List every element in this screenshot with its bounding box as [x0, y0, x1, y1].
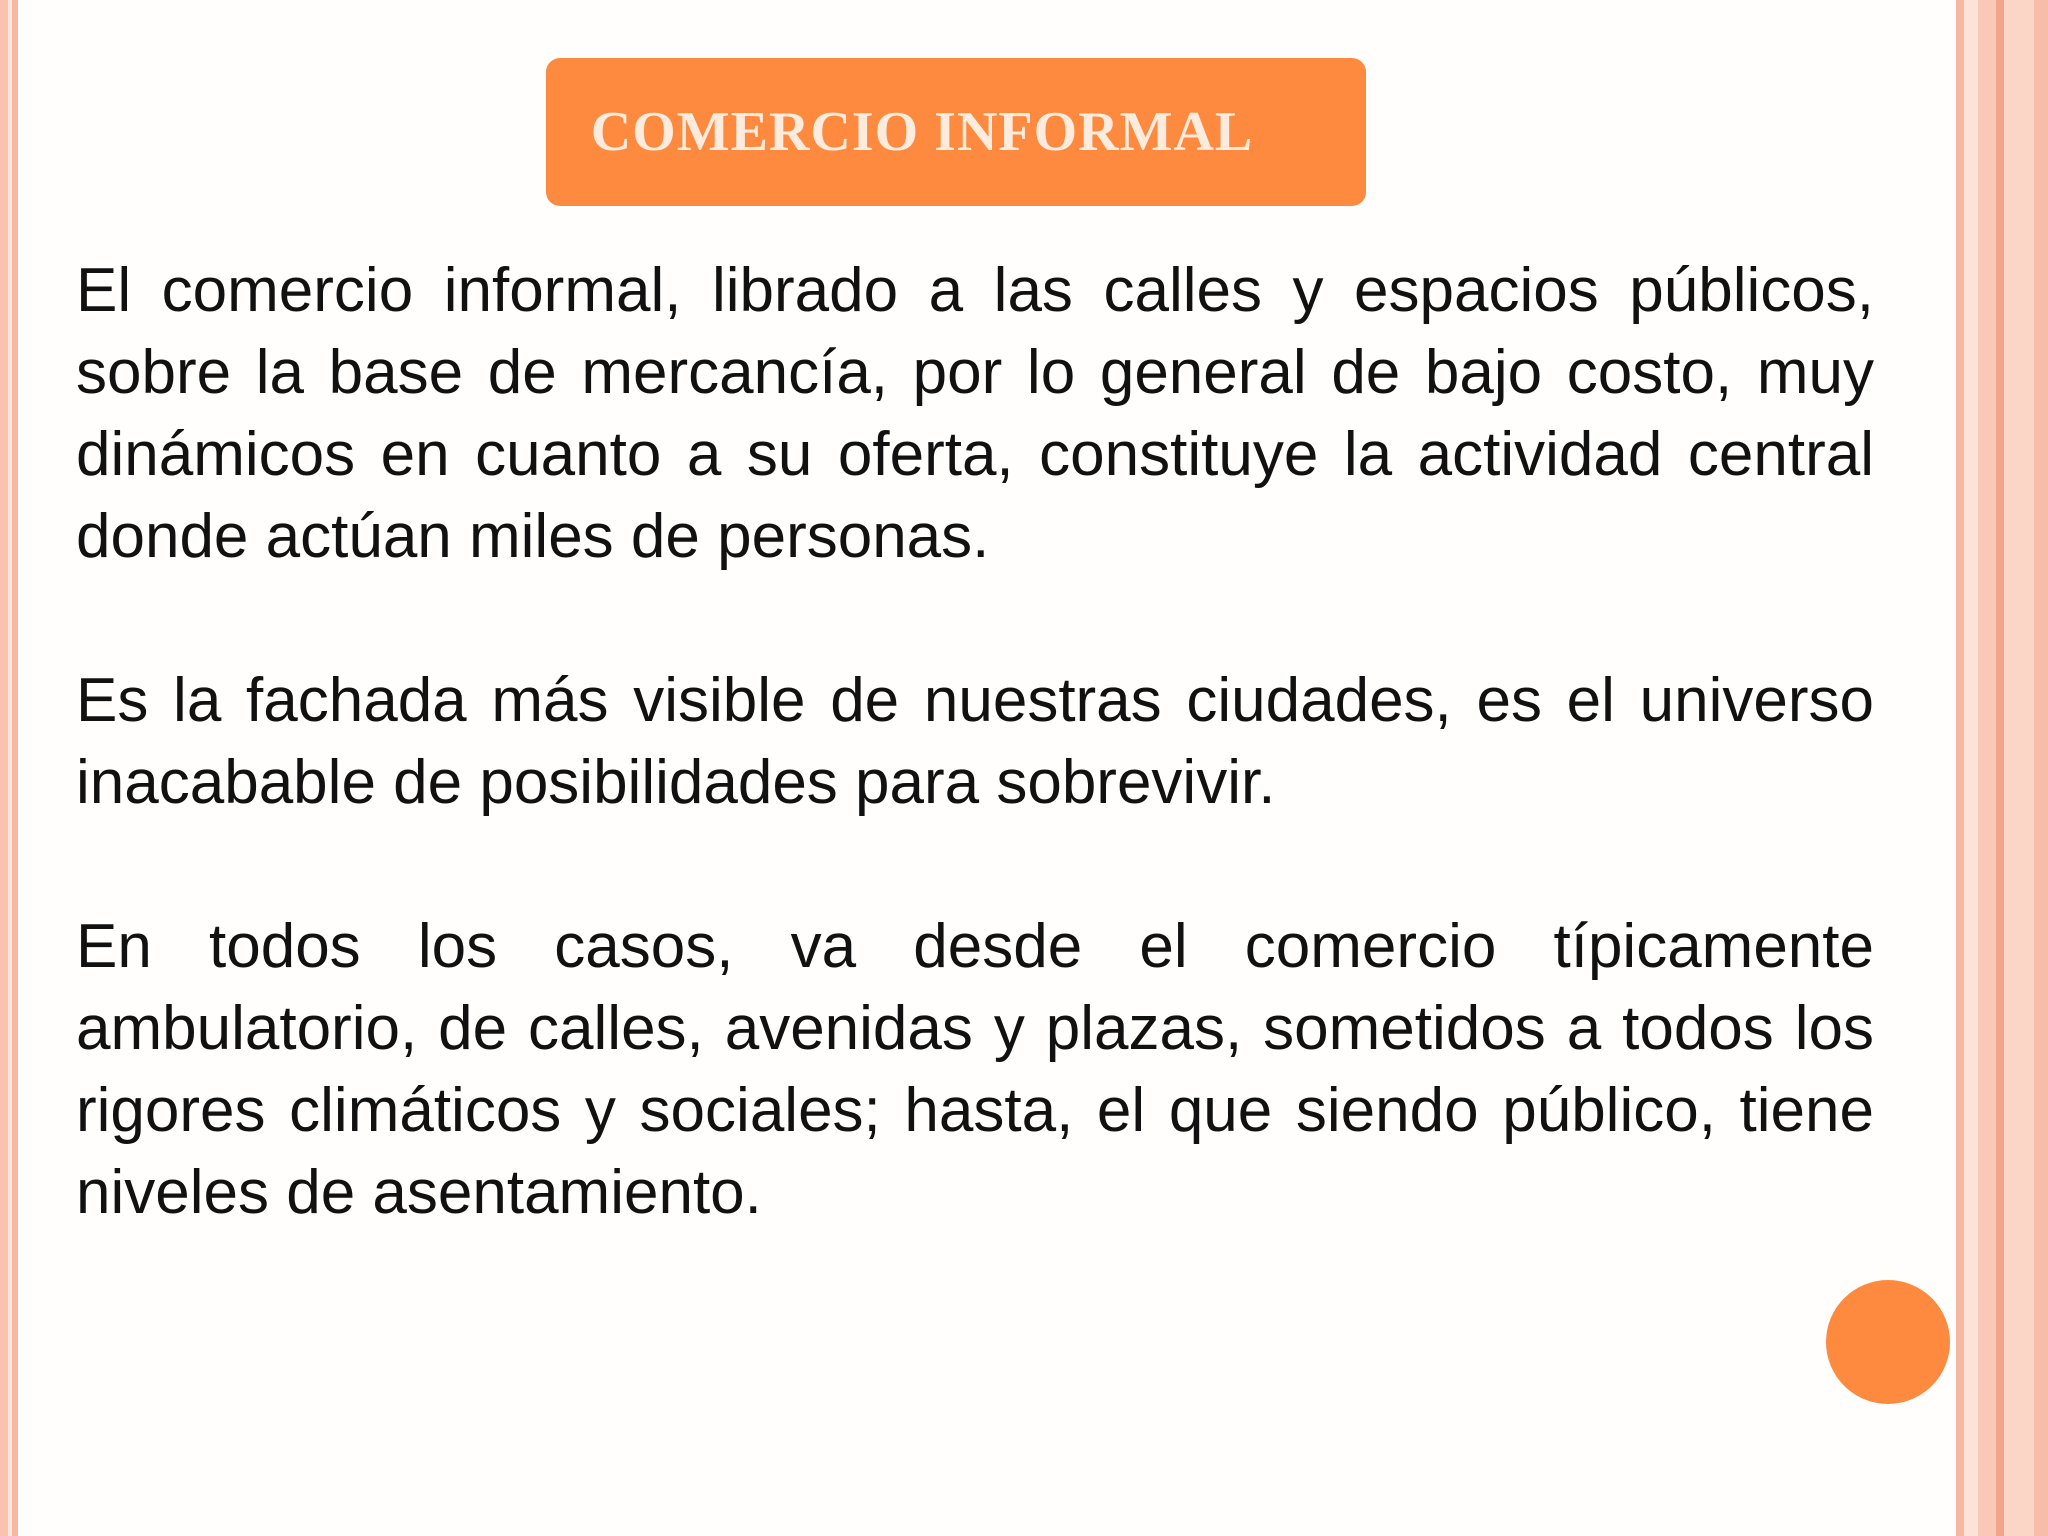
right-border-stripe — [1996, 0, 2004, 1536]
right-border-stripe — [1978, 0, 1996, 1536]
paragraph-1: El comercio informal, librado a las calles y espacios públicos, sobre la base de mercancía, por lo general de bajo costo, muy dinámicos en cuanto a su oferta, constituye la actividad central donde actúan miles de personas. — [76, 256, 1874, 571]
left-border-stripe — [12, 0, 18, 1536]
paragraph-3: En todos los casos, va desde el comercio típicamente ambulatorio, de calles, avenidas y plazas, sometidos a todos los rigores climáticos y sociales; hasta, el que siendo público, tiene niveles de asentamiento. — [76, 912, 1874, 1227]
paragraph-2: Es la fachada más visible de nuestras ciudades, es el universo inacabable de posibilidades para sobrevivir. — [76, 666, 1874, 817]
right-border-stripe — [1956, 0, 1964, 1536]
left-border-stripe — [0, 0, 8, 1536]
slide-title: COMERCIO INFORMAL — [590, 101, 1254, 163]
right-border-stripe — [2034, 0, 2048, 1536]
title-banner — [546, 58, 1366, 206]
slide-body — [76, 250, 1874, 1234]
right-border-stripe — [1964, 0, 1978, 1536]
right-border-stripe — [2004, 0, 2034, 1536]
decorative-circle — [1826, 1280, 1950, 1404]
